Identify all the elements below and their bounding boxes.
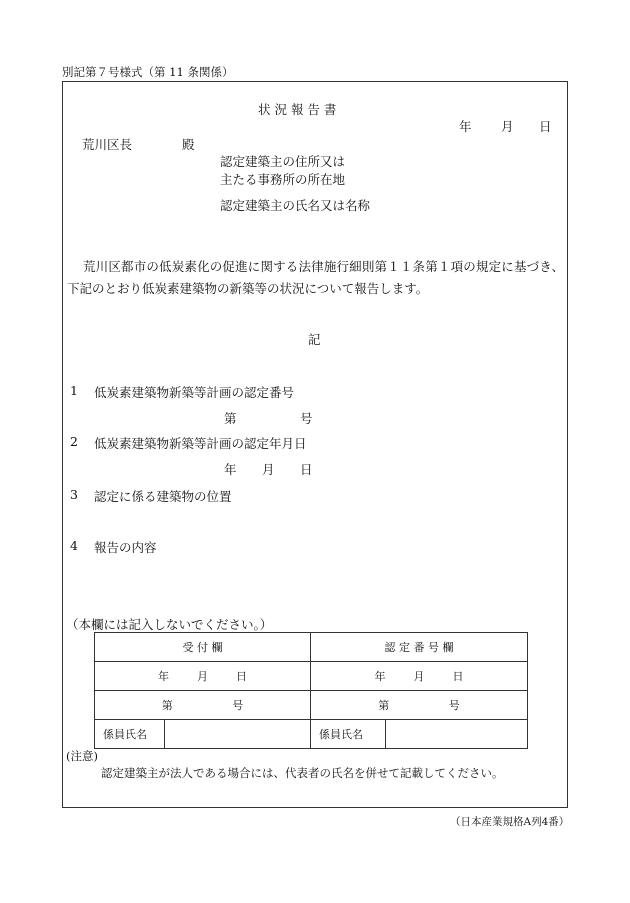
item-1-label: 低炭素建築物新築等計画の認定番号 xyxy=(94,385,295,400)
cert-number-go: 号 xyxy=(300,411,313,426)
note-text: 認定建築主が法人である場合には、代表者の氏名を併せて記載してください。 xyxy=(101,766,504,780)
note-heading: (注意) xyxy=(66,749,98,763)
form-identifier: 別記第７号様式（第 11 条関係） xyxy=(62,65,234,79)
cert-staff-field xyxy=(386,720,528,749)
date-day: 日 xyxy=(539,119,552,134)
cert-date-cell: 年 月 日 xyxy=(311,662,528,691)
item-2-label: 低炭素建築物新築等計画の認定年月日 xyxy=(94,436,307,451)
cert-number-dai: 第 xyxy=(224,411,237,426)
cert-number-header: 認 定 番 号 欄 xyxy=(311,633,528,662)
cert-staff-label: 係員氏名 xyxy=(311,720,386,749)
honorific: 殿 xyxy=(182,137,195,152)
paper-size-note: （日本産業規格A列4番） xyxy=(450,816,570,828)
cert-number-cell: 第 号 xyxy=(311,691,528,720)
item-3-label: 認定に係る建築物の位置 xyxy=(94,489,232,504)
date-year: 年 xyxy=(459,119,472,134)
item-3-number: 3 xyxy=(70,487,78,502)
applicant-address-label-2: 主たる事務所の所在地 xyxy=(220,172,346,187)
applicant-address-label-1: 認定建築主の住所又は xyxy=(220,154,346,169)
reception-header: 受 付 欄 xyxy=(95,633,311,662)
reception-date-cell: 年 月 日 xyxy=(95,662,311,691)
cert-date-day: 日 xyxy=(300,462,313,477)
item-4-number: 4 xyxy=(70,538,78,553)
applicant-name-label: 認定建築主の氏名又は名称 xyxy=(220,198,371,213)
office-use-table xyxy=(94,632,528,749)
cert-date-month: 月 xyxy=(262,462,275,477)
item-4-label: 報告の内容 xyxy=(94,540,157,555)
document-title: 状 況 報 告 書 xyxy=(258,102,337,117)
ki-heading: 記 xyxy=(308,332,321,347)
reception-number-cell: 第 号 xyxy=(95,691,311,720)
cert-date-year: 年 xyxy=(224,462,237,477)
item-1-number: 1 xyxy=(70,383,78,398)
reception-staff-label: 係員氏名 xyxy=(95,720,165,749)
item-2-number: 2 xyxy=(70,434,78,449)
addressee: 荒川区長 xyxy=(82,137,133,152)
report-body-text: 荒川区都市の低炭素化の促進に関する法律施行細則第１１条第１項の規定に基づき、下記のとおり低炭素建築物の新築等の状況について報告します。 xyxy=(67,259,564,296)
office-use-note: （本欄には記入しないでください。） xyxy=(66,617,273,632)
reception-staff-field xyxy=(165,720,311,749)
date-month: 月 xyxy=(501,119,514,134)
